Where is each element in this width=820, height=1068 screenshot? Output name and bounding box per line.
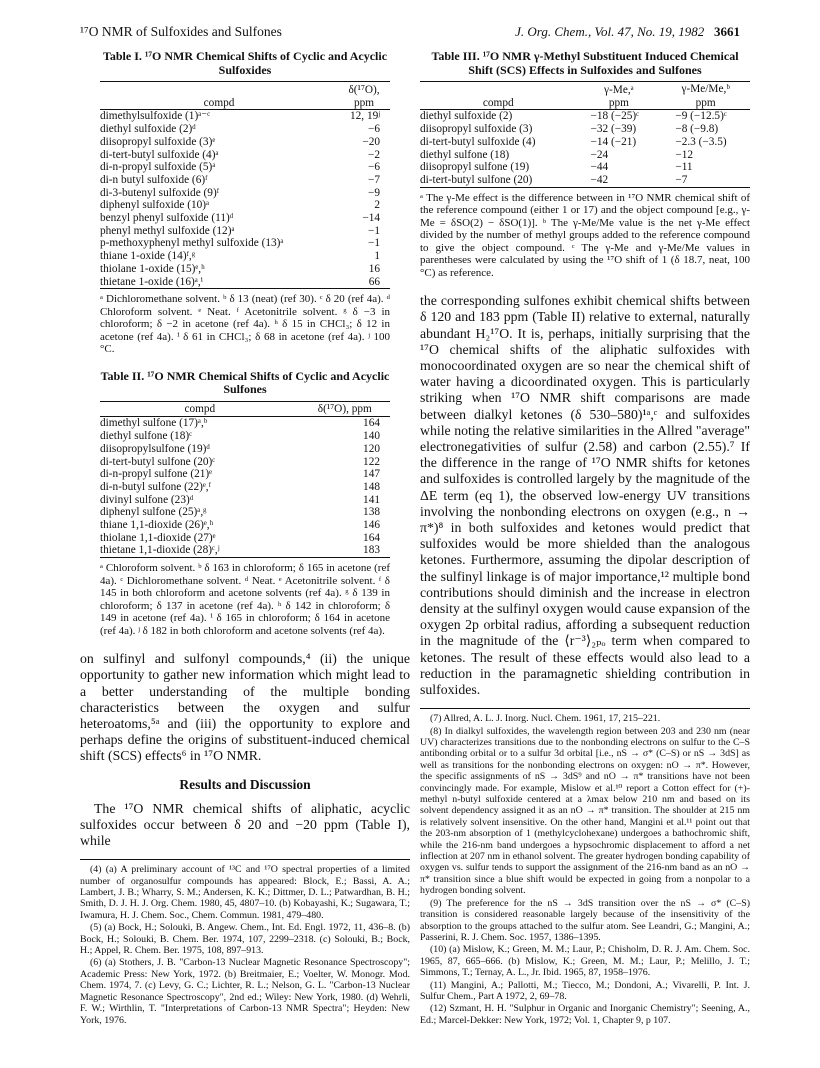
table-row [100, 225, 390, 238]
journal-citation [515, 24, 740, 40]
table3-body [420, 110, 750, 187]
left-column [80, 50, 410, 1027]
table3-col-a: γ-Me,ᵃ [577, 82, 662, 97]
gamma-me-cell: −14 (−21) [590, 135, 637, 148]
reference-item: (7) Allred, A. L. J. Inorg. Nucl. Chem. 1961, 17, 215–221. [430, 713, 661, 725]
table-row [100, 237, 390, 250]
table3-col-a-ppm: ppm [577, 97, 662, 110]
shift-cell: 147 [363, 468, 380, 481]
page-number: 3661 [714, 24, 740, 39]
shift-cell: 16 [368, 262, 380, 275]
table3-notes: ᵃ The γ-Me effect is the difference between in ¹⁷O NMR chemical shift of the reference compound (either 1 or 17) and the object compound [e.g., γ-Me = δSO(2) − δSO(1)]. ᵇ The γ-Me/Me value is the net γ-Me effect divided by the number of methyl groups added to the reference compound to give the object compound. ᶜ The γ-Me and γ-Me/Me values in parentheses were calculated by using the ¹⁷O shift of 1 (δ 18.7, neat, 100 °C) as reference. [420, 191, 750, 279]
compound-cell: di-3-butenyl sulfoxide (9)ᶠ [100, 186, 220, 199]
compound-cell: di-tert-butyl sulfoxide (4)ᵃ [100, 148, 219, 161]
shift-cell: 138 [363, 506, 380, 519]
compound-cell: phenyl methyl sulfoxide (12)ᵃ [100, 224, 235, 237]
table1 [100, 81, 390, 289]
table1-notes: ᵃ Dichloromethane solvent. ᵇ δ 13 (neat) (ref 30). ᶜ δ 20 (ref 4a). ᵈ Chloroform solvent. ᵉ Neat. ᶠ Acetonitrile solvent. ᵍ δ −3 in chloroform; δ −2 in acetone (ref 4a). ʰ δ 15 in CHCl₃; δ 12 in acetone (ref 4a). ⁱ δ 61 in CHCl₃; δ 68 in acetone (ref 4a). ʲ 100 °C. [100, 293, 390, 356]
reference-item: (4) (a) A preliminary account of ¹³C and ¹⁷O spectral properties of a limited number of organosulfur compounds has appeared: Block, E.; Bassi, A. A.; Lambert, J. B.; Wharry, S. M.; Andersen, K. K.; Dittmer, D. L.; Patwardhan, B. H.; Smith, D. J. H. J. Org. Chem. 1980, 45, 4807–10. (b) Kobayashi, K.; Sugawara, T.; Iwamura, H. J. Chem. Soc., Chem. Commun. 1981, 479–480. [80, 864, 410, 921]
journal-name: J. Org. Chem., Vol. 47, No. 19, 1982 [515, 24, 705, 39]
shift-cell: −20 [362, 135, 380, 148]
compound-cell: diisopropyl sulfoxide (3)ᵉ [100, 135, 216, 148]
table2-col-compd: compd [100, 401, 300, 417]
compound-cell: thietane 1-oxide (16)ᵃ,ⁱ [100, 276, 338, 289]
table1-col-ppm: ppm [338, 97, 390, 110]
compound-cell: di-tert-butyl sulfone (20) [420, 174, 577, 187]
compound-cell: diethyl sulfone (18) [420, 148, 510, 161]
compound-cell: thiolane 1-oxide (15)ᵉ,ʰ [100, 262, 205, 275]
compound-cell: divinyl sulfone (23)ᵈ [100, 493, 194, 506]
shift-cell: 2 [374, 199, 380, 212]
table1-caption: Table I. ¹⁷O NMR Chemical Shifts of Cyclic and Acyclic Sulfoxides [102, 49, 388, 77]
footnote-divider-right [420, 708, 750, 709]
compound-cell: di-n butyl sulfoxide (6)ᶠ [100, 173, 208, 186]
compound-cell: diisopropylsulfone (19)ᵈ [100, 442, 210, 455]
compound-cell: di-n-butyl sulfone (22)ᵉ,ᶠ [100, 480, 211, 493]
gamma-me-cell: −18 (−25)ᶜ [590, 110, 640, 123]
table1-col-compd: compd [100, 97, 338, 110]
table3-col-compd: compd [420, 97, 577, 110]
table-row [100, 468, 390, 481]
shift-cell: −6 [367, 123, 380, 136]
table-row [100, 187, 390, 200]
section-heading: Results and Discussion [179, 776, 311, 792]
shift-cell: −9 [367, 186, 380, 199]
footnotes-right [420, 713, 750, 1026]
table-row [100, 136, 390, 149]
table-row [100, 494, 390, 507]
table-row [100, 481, 390, 494]
compound-cell: dimethyl sulfone (17)ᵃ,ᵇ [100, 417, 208, 430]
shift-cell: 164 [363, 417, 380, 430]
compound-cell: benzyl phenyl sulfoxide (11)ᵈ [100, 212, 234, 225]
shift-cell: −1 [367, 237, 380, 250]
gamma-me-me-cell: −8 (−9.8) [675, 123, 719, 136]
table-row [100, 430, 390, 443]
table2-body [100, 417, 390, 558]
compound-cell: dimethylsulfoxide (1)ᵃ⁻ᶜ [100, 110, 211, 123]
shift-cell: 146 [363, 519, 380, 532]
table-row [420, 174, 750, 187]
compound-cell: di-n-propyl sulfone (21)ᵉ [100, 468, 213, 481]
gamma-me-me-cell: −7 [661, 174, 750, 187]
table1-body [100, 110, 390, 289]
footnotes-left [80, 864, 410, 1026]
compound-cell: diethyl sulfoxide (2) [420, 110, 513, 123]
table-row [100, 123, 390, 136]
gamma-me-cell: −44 [590, 161, 609, 174]
compound-cell: diphenyl sulfoxide (10)ᵃ [100, 199, 210, 212]
reference-item: (6) (a) Stothers, J. B. "Carbon-13 Nuclear Magnetic Resonance Spectroscopy"; Academic Press: New York, 1972. (b) Breitmaier, E.; Voelter, W. Monogr. Mod. Chem. 1974, 7. (c) Levy, G. C.; Lichter, R. L.; Nelson, G. L. "Carbon-13 Nuclear Magnetic Resonance Spectroscopy", 2nd ed.; Wiley: New York, 1980. (d) Wehrli, F. W.; Wirthlin, T. "Interpretations of Carbon-13 NMR Spectra"; Heyden: New York, 1976. [80, 957, 410, 1026]
table-row [100, 276, 390, 289]
table-row [420, 149, 750, 162]
shift-cell: −2 [367, 148, 380, 161]
table3-col-b-ppm: ppm [661, 97, 750, 110]
gamma-me-me-cell: −12 [675, 148, 693, 161]
gamma-me-cell: −32 (−39) [590, 123, 637, 136]
shift-cell: 183 [300, 544, 390, 557]
table1-col-shift: δ(¹⁷O), [338, 82, 390, 97]
shift-cell: 1 [374, 250, 380, 263]
shift-cell: 122 [363, 455, 380, 468]
table-row [100, 456, 390, 469]
compound-cell: diisopropyl sulfoxide (3) [420, 123, 533, 136]
table-row [100, 544, 390, 557]
compound-cell: diethyl sulfone (18)ᶜ [100, 430, 192, 443]
gamma-me-me-cell: −9 (−12.5)ᶜ [675, 110, 727, 123]
compound-cell: diphenyl sulfone (25)ᵃ,ᵍ [100, 506, 207, 519]
right-body-text: the corresponding sulfones exhibit chemical shifts between δ 120 and 183 ppm (Table II) relative to external, naturally abundant H₂¹⁷O. It is, perhaps, initially surprising that the ¹⁷O chemical shifts of the aliphatic sulfoxides with monocoordinated oxygen are so near the chemical shift of water having a dicoordinated oxygen. This is particularly striking when ¹⁷O NMR shift comparisons are made between dialkyl ketones (δ 530–580)¹ᵃ,ᶜ and sulfoxides while noting the relative similarities in the Allred "average" electronegativities of sulfur (2.58) and carbon (2.55).⁷ If the difference in the range of ¹⁷O NMR shifts for ketones and sulfoxides is controlled largely by the magnitude of the ΔE term (eq 1), the observed low-energy UV transitions involving the nonbonding electrons on oxygen (e.g., n → π*)⁸ in both sulfoxides and ketones would predict that sulfoxides would be more shielded than the analogous ketones. Furthermore, assuming the dipolar description of the sulfinyl linkage is of major importance,¹² multiple bond contributions should diminish and the increase in electron density at the sulfinyl oxygen would cause expansion of the oxygen 2p orbital radius, affording a subsequent reduction in the magnitude of the ⟨r⁻³⟩₂ₚₒ term when compared to ketones. The result of these effects would also lead to a reduction in the paramagnetic shielding contribution in sulfoxides. [420, 293, 750, 697]
reference-item: (5) (a) Bock, H.; Solouki, B. Angew. Chem., Int. Ed. Engl. 1972, 11, 436–8. (b) Bock, H.; Solouki, B. Chem. Ber. 1974, 107, 2299–2318. (c) Solouki, B.; Bock, H.; Appel, R. Chem. Ber. 1975, 108, 897–913. [80, 922, 410, 957]
left-body-text: on sulfinyl and sulfonyl compounds,⁴ (ii) the unique opportunity to gather new information which might lead to a better understanding of the multiple bonding characteristics between the oxygen and sulfur heteroatoms,⁵ᵃ and (iii) the opportunity to explore and perhaps define the origins of substituent-induced chemical shift (SCS) effects⁶ in ¹⁷O NMR. [80, 651, 410, 764]
compound-cell: thiolane 1,1-dioxide (27)ᵉ [100, 531, 216, 544]
shift-cell: 140 [363, 430, 380, 443]
compound-cell: diethyl sulfoxide (2)ᵈ [100, 123, 196, 136]
shift-cell: 141 [363, 493, 380, 506]
table-row [100, 161, 390, 174]
table-row [420, 136, 750, 149]
gamma-me-cell: −24 [590, 148, 609, 161]
compound-cell: thietane 1,1-dioxide (28)ᶜ,ʲ [100, 544, 300, 557]
footnote-divider [80, 859, 410, 860]
shift-cell: −14 [362, 212, 380, 225]
gamma-me-me-cell: −2.3 (−3.5) [675, 135, 727, 148]
table2-caption: Table II. ¹⁷O NMR Chemical Shifts of Cyclic and Acyclic Sulfones [100, 368, 390, 397]
shift-cell: −6 [367, 161, 380, 174]
shift-cell: 148 [363, 480, 380, 493]
table-row [100, 250, 390, 263]
table-row [100, 417, 390, 430]
running-title: ¹⁷O NMR of Sulfoxides and Sulfones [80, 24, 282, 39]
table2 [100, 401, 390, 558]
compound-cell: thiane 1-oxide (14)ᶠ,ᵍ [100, 250, 196, 263]
results-body-text: The ¹⁷O NMR chemical shifts of aliphatic, acyclic sulfoxides occur between δ 20 and −20 ppm (Table I), while [80, 800, 410, 849]
table-row [100, 149, 390, 162]
table2-notes: ᵃ Chloroform solvent. ᵇ δ 163 in chloroform; δ 165 in acetone (ref 4a). ᶜ Dichloromethane solvent. ᵈ Neat. ᵉ Acetonitrile solvent. ᶠ δ 145 in both chloroform and acetone solvents (ref 4a). ᵍ δ 139 in chloroform; δ 137 in acetone (ref 4a). ʰ δ 142 in chloroform; δ 149 in acetone (ref 4a). ⁱ δ 165 in chloroform; δ 164 in acetone (ref 4a). ʲ δ 182 in both chloroform and acetone solvents (ref 4a). [100, 562, 390, 637]
shift-cell: 164 [363, 531, 380, 544]
table-row [100, 532, 390, 545]
table-row [100, 212, 390, 225]
shift-cell: −1 [367, 224, 380, 237]
table-row [100, 443, 390, 456]
reference-item: (10) (a) Mislow, K.; Green, M. M.; Laur, P.; Chisholm, D. R. J. Am. Chem. Soc. 1965, 87, 665–666. (b) Mislow, K.; Green, M. M.; Laur, P.; Melillo, J. T.; Simmons, T.; Ternay, A. L., Jr. Ibid. 1965, 87, 1958–1976. [420, 944, 750, 979]
table-row [100, 263, 390, 276]
shift-cell: 12, 19ʲ [350, 110, 380, 123]
reference-item: (11) Mangini, A.; Pallotti, M.; Tiecco, M.; Dondoni, A.; Vivarelli, P. Int. J. Sulfur Chem., Part A 1972, 2, 69–78. [420, 979, 750, 1002]
gamma-me-me-cell: −11 [675, 161, 693, 174]
table-row [100, 506, 390, 519]
compound-cell: di-tert-butyl sulfone (20)ᶜ [100, 455, 216, 468]
table2-col-shift: δ(¹⁷O), ppm [300, 401, 390, 417]
compound-cell: diisopropyl sulfone (19) [420, 161, 530, 174]
right-column [420, 50, 750, 1027]
table3 [420, 81, 750, 188]
gamma-me-cell: −42 [577, 174, 662, 187]
table-row [420, 123, 750, 136]
table-row [100, 110, 390, 123]
compound-cell: di-n-propyl sulfoxide (5)ᵃ [100, 161, 216, 174]
table-row [100, 199, 390, 212]
table3-caption: Table III. ¹⁷O NMR γ-Methyl Substituent Induced Chemical Shift (SCS) Effects in Sulfoxides and Sulfones [431, 49, 739, 77]
shift-cell: −7 [367, 173, 380, 186]
compound-cell: p-methoxyphenyl methyl sulfoxide (13)ᵃ [100, 237, 284, 250]
table-row [100, 519, 390, 532]
reference-item: (12) Szmant, H. H. "Sulphur in Organic and Inorganic Chemistry"; Seening, A., Ed.; Marcel-Dekker: New York, 1972; Vol. 1, Chapter 9, p 107. [420, 1003, 750, 1026]
table3-col-b: γ-Me/Me,ᵇ [661, 82, 750, 97]
shift-cell: 120 [363, 442, 380, 455]
reference-item: (8) In dialkyl sulfoxides, the wavelength region between 203 and 230 nm (near UV) characterizes transitions due to the nonbonding electrons on sulfur to the C–S antibonding orbital or to a sulfur 3d orbital [i.e., nS → σ* (C–S) or nS → 3dS] as well as transitions for the nonbonding electrons on oxygen: nO → π*. However, the specific assignments of nS → 3dS⁹ and nO → π* transitions have not been convincingly made. For example, Mislow et al.¹⁰ report a Cotton effect for (+)-methyl n-butyl sulfoxide centered at a λmax below 210 nm and based on its solvent dependency assigned it as an nO → π* transition. The shoulder at 215 nm is relatively solvent insensitive. On the other hand, Mangini et al.¹¹ point out that the 203-nm absorption of 1 (methylcyclohexane) undergoes a bathochromic shift, while the 216-nm band undergoes a hypsochromic displacement to afford a net inflection at 207 nm in ethanol solvent. The greater hydrogen bonding capability of oxygen vs. sulfur tends to support the assignment of the 216-nm band as an nO → π* transition since a blue shift would be expected in going from a nonpolar to a hydrogen bonding solvent. [420, 725, 750, 897]
reference-item: (9) The preference for the nS → 3dS transition over the nS → σ* (C–S) transition is considered reasonable largely because of the insensitivity of the absorption to the groups attached to the sulfur atom. See Leandri, G.; Mangini, A.; Passerini, R. J. Chem. Soc. 1957, 1386–1395. [420, 897, 750, 943]
compound-cell: thiane 1,1-dioxide (26)ᵉ,ʰ [100, 519, 214, 532]
table-row [100, 174, 390, 187]
shift-cell: 66 [338, 276, 390, 289]
compound-cell: di-tert-butyl sulfoxide (4) [420, 135, 536, 148]
table-row [420, 161, 750, 174]
table-row [420, 110, 750, 123]
